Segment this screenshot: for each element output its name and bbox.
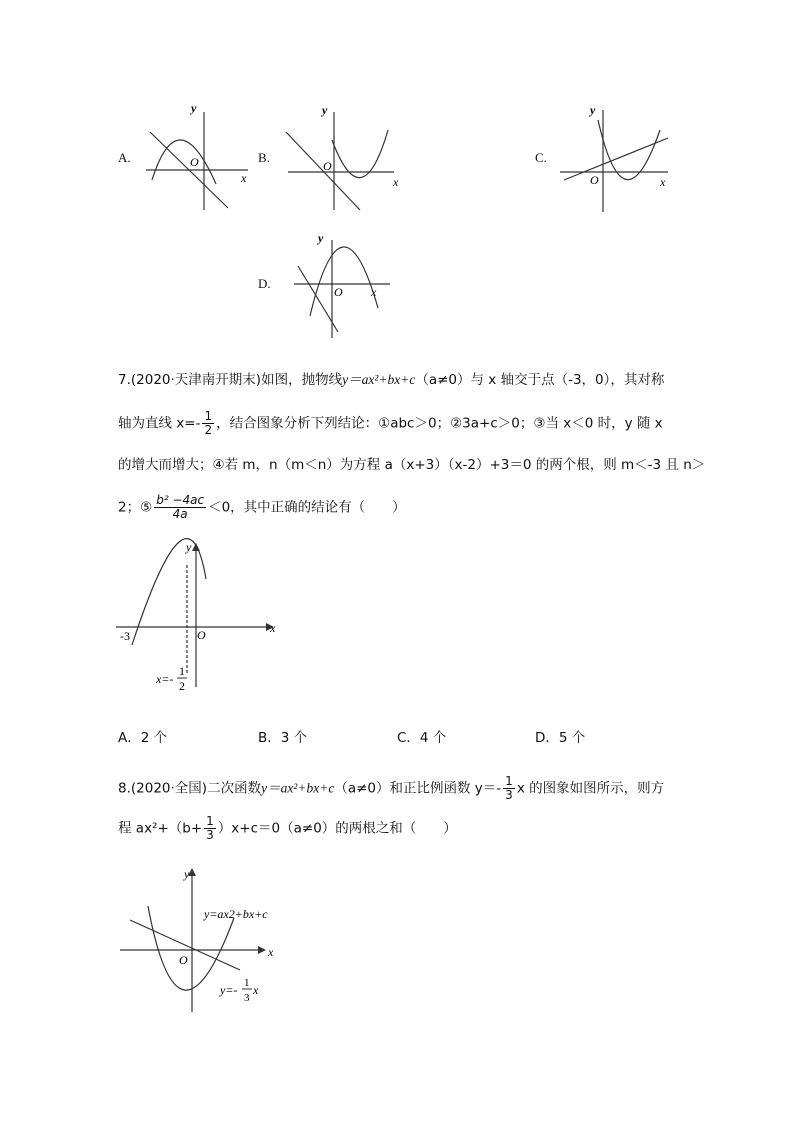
y-label: y [191, 101, 197, 115]
q7-fraction [202, 410, 214, 437]
fraction-denominator: 3 [206, 828, 214, 842]
q7-line-2 [118, 410, 663, 437]
fraction-numerator: 1 [204, 409, 213, 423]
fraction-numerator: 1 [206, 814, 214, 828]
q7-text: 轴为直线 x=- [118, 415, 201, 432]
q7-choice-c[interactable]: C．4 个 [397, 730, 447, 746]
origin-label: O [197, 628, 206, 642]
origin-label: O [190, 155, 199, 169]
q8-graph [110, 862, 310, 1022]
x-label: x [268, 945, 274, 959]
axis-eq-den: 2 [179, 679, 185, 693]
option-d-label: D. [258, 276, 271, 291]
q7-condition: （a≠0） [415, 372, 471, 388]
parabola [152, 140, 216, 184]
q7-line-1 [118, 370, 664, 390]
q8-line-2 [118, 815, 457, 842]
parabola [310, 247, 378, 316]
option-c-label: C. [535, 150, 547, 165]
option-c-graph [556, 100, 676, 212]
line-label-den: 3 [244, 992, 250, 1004]
y-label: y [184, 867, 190, 881]
fraction-numerator: b² −4ac [156, 493, 205, 507]
axis-eq-label: x=- [156, 672, 174, 686]
x-label: x [241, 171, 247, 185]
q8-number: 8. [118, 780, 131, 797]
y-label: y [186, 540, 192, 554]
q7-choice-b[interactable]: B．3 个 [258, 730, 308, 746]
x-label: x [270, 621, 276, 635]
x-label: x [371, 285, 377, 299]
q7-line-3 [118, 455, 705, 475]
q7-choice-a[interactable]: A．2 个 [118, 730, 168, 746]
parabola [132, 539, 206, 645]
x-arrow [258, 946, 266, 954]
origin-label: O [323, 159, 332, 173]
fraction-numerator: 1 [505, 774, 513, 788]
q7-text: 2；⑤ [118, 499, 153, 516]
q7-discriminant-fraction [154, 494, 206, 521]
parabola [332, 130, 388, 178]
root-label: -3 [120, 629, 130, 643]
line-label-num: 1 [244, 977, 250, 989]
parabola [598, 120, 660, 180]
parabola-label: y=ax2+bx+c [204, 907, 268, 921]
line-label: y=- [220, 983, 238, 997]
q8-text: 程 ax²+（b+ [118, 820, 203, 837]
x-label: x [393, 175, 399, 189]
q7-equation: y＝ax²+bx+c [342, 372, 416, 387]
q8-fraction [204, 815, 216, 842]
origin-label: O [334, 285, 343, 299]
y-label: y [590, 103, 596, 117]
q7-graph [110, 535, 290, 700]
option-a-graph [138, 100, 258, 212]
q8-equation: y＝ax²+bx+c [261, 780, 335, 796]
fraction-denominator: 2 [204, 423, 213, 437]
origin-label: O [590, 173, 599, 187]
q8-source: (2020·全国) [130, 780, 208, 797]
q8-text: 二次函数 [207, 780, 262, 797]
origin-label: O [179, 953, 188, 967]
option-a-label: A. [118, 150, 131, 165]
q7-text: ，结合图象分析下列结论：①abc＞0；②3a+c＞0；③当 x＜0 时，y 随 x [216, 415, 663, 432]
option-b-graph [278, 100, 408, 212]
option-d-graph [286, 228, 396, 340]
q7-text: 与 x 轴交于点（-3，0），其对称 [470, 372, 665, 388]
line [564, 138, 668, 180]
q7-source: (2020·天津南开期末) [130, 372, 262, 388]
x-label: x [660, 175, 666, 189]
fraction-denominator: 4a [172, 507, 188, 521]
fraction-denominator: 3 [505, 788, 513, 802]
q7-text: 的增大而增大；④若 m，n（m＜n）为方程 a（x+3）（x-2）+3＝0 的两个根，则 m＜-3 且 n＞ [118, 457, 706, 473]
q8-text: x 的图象如图所示，则方 [516, 780, 665, 797]
q7-number: 7. [118, 372, 131, 388]
q8-line-1 [118, 775, 664, 802]
q7-text: 如图，抛物线 [261, 372, 343, 388]
y-label: y [318, 231, 324, 245]
q8-text: 和正比例函数 y＝- [389, 780, 502, 797]
q8-condition: （a≠0） [334, 780, 390, 797]
y-label: y [322, 103, 328, 117]
q7-line-4 [118, 494, 406, 521]
q7-choice-d[interactable]: D．5 个 [535, 730, 586, 746]
line-label-x: x [253, 983, 259, 997]
q8-fraction [503, 775, 515, 802]
option-b-label: B. [258, 150, 270, 165]
q8-text: ）x+c＝0（a≠0）的两根之和（ ） [217, 820, 457, 837]
q7-text: ＜0，其中正确的结论有（ ） [208, 499, 406, 516]
axis-eq-num: 1 [179, 664, 185, 678]
